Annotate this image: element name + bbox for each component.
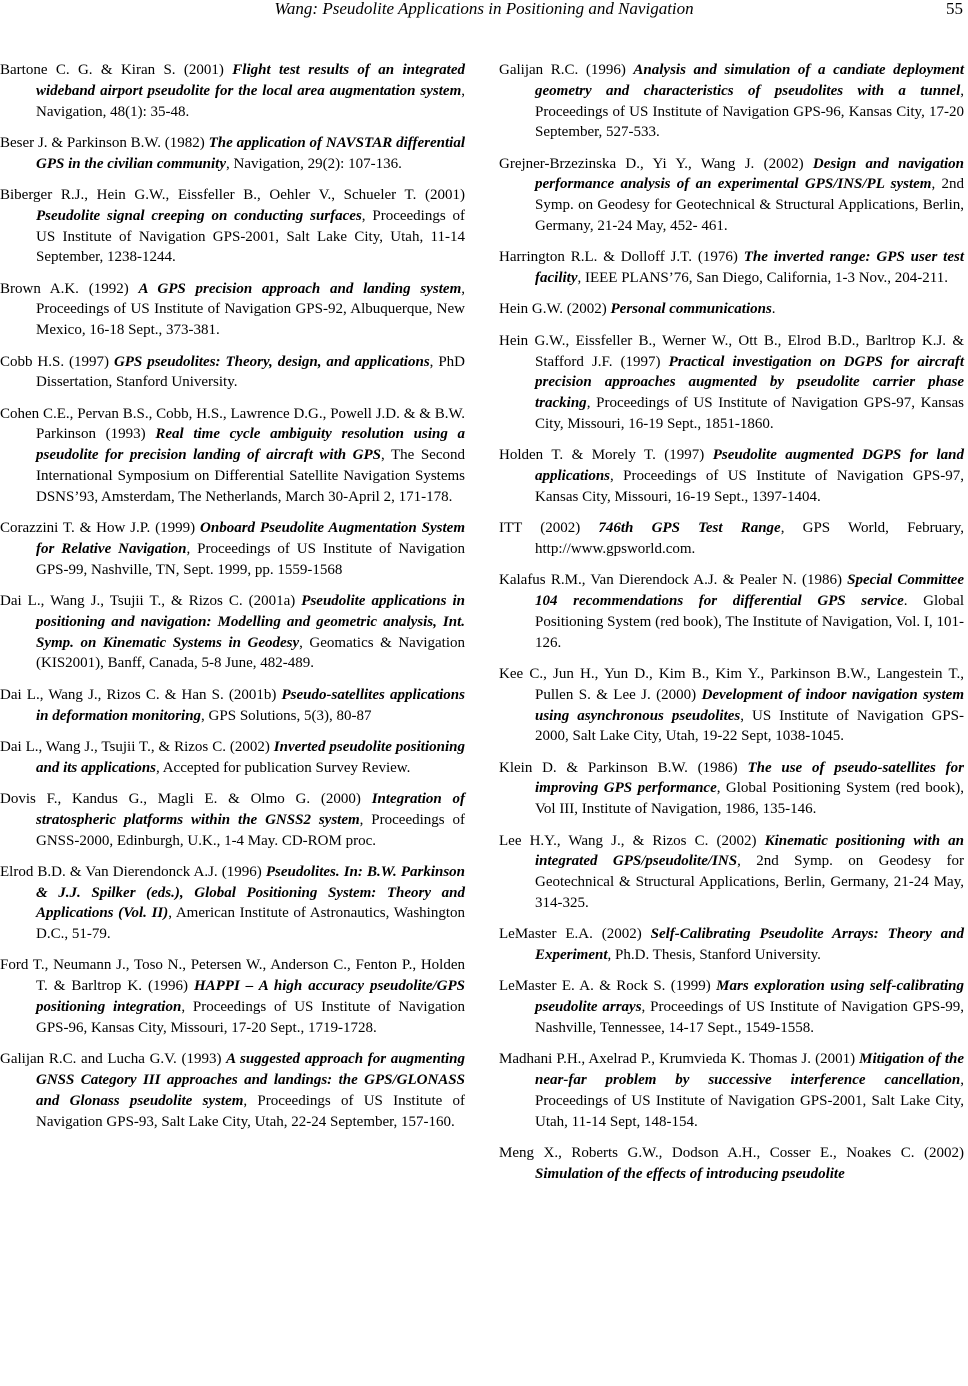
- reference-title: Real time cycle ambiguity resolution using a pseudolite for precision landing of aircraft with GPS: [36, 426, 465, 464]
- reference-source: , 2nd Symp. on Geodesy for Geotechnical & Structural Applications, Berlin, Germany, 21-24 May, 314-325.: [535, 853, 964, 911]
- reference-source: , American Institute of Astronautics, Washington D.C., 51-79.: [36, 905, 465, 943]
- reference-authors-year: Cobb H.S. (1997): [0, 353, 114, 370]
- reference-entry: [499, 331, 964, 435]
- reference-title: Integration of stratospheric platforms within the GNSS2 system: [36, 790, 465, 828]
- reference-entry: [0, 1049, 465, 1132]
- reference-entry: [499, 831, 964, 914]
- reference-authors-year: LeMaster E.A. (2002): [499, 926, 651, 943]
- reference-title: Analysis and simulation of a candiate deployment geometry and characteristics of pseudolites with a tunnel: [535, 62, 964, 99]
- reference-source: , Geomatics & Navigation (KIS2001), Banff, Canada, 5-8 June, 482-489.: [36, 634, 465, 672]
- reference-authors-year: Madhani P.H., Axelrad P., Krumvieda K. Thomas J. (2001): [499, 1051, 860, 1068]
- reference-title: Development of indoor navigation system using asynchronous pseudolites: [535, 686, 964, 724]
- reference-entry: [499, 60, 964, 143]
- reference-authors-year: Galijan R.C. (1996): [499, 62, 634, 78]
- reference-title: Pseudolites. In: B.W. Parkinson & J.J. Spilker (eds.), Global Positioning System: Theory and Applications (Vol. II): [36, 863, 466, 922]
- reference-authors-year: Kalafus R.M., Van Dierendock A.J. & Pealer N. (1986): [499, 572, 848, 589]
- reference-entry: [499, 445, 964, 507]
- reference-source: , Proceedings of US Institute of Navigation GPS-99, Nashville, Tennessee, 14-17 Sept., 1549-1558.: [535, 999, 964, 1036]
- reference-title: A suggested approach for augmenting GNSS Category III approaches and landings: the GPS/GLONASS and Glonass pseudolite system: [36, 1051, 465, 1109]
- reference-authors-year: Kee C., Jun H., Yun D., Kim B., Kim Y., Parkinson B.W., Langestein T., Pullen S. & Lee J. (2000): [499, 665, 964, 703]
- reference-title: Personal communications: [610, 301, 772, 318]
- reference-entry: [0, 518, 465, 580]
- reference-title: A GPS precision approach and landing system: [138, 280, 462, 297]
- reference-title: Simulation of the effects of introducing pseudolite: [535, 1165, 845, 1182]
- reference-entry: [499, 1049, 964, 1132]
- reference-entry: [0, 279, 465, 341]
- reference-entry: [0, 404, 465, 508]
- reference-entry: [0, 133, 465, 175]
- reference-source: , Proceedings of US Institute of Navigation GPS-92, Albuquerque, New Mexico, 16-18 Sept., 373-381.: [36, 280, 465, 339]
- reference-authors-year: Dai L., Wang J., Tsujii T., & Rizos C. (2002): [0, 738, 274, 755]
- reference-authors-year: Dai L., Wang J., Rizos C. & Han S. (2001b): [0, 686, 282, 703]
- reference-title: Pseudolite signal creeping on conducting surfaces: [36, 207, 362, 224]
- reference-authors-year: Brown A.K. (1992): [0, 280, 139, 297]
- reference-entry: [499, 664, 964, 747]
- reference-authors-year: ITT (2002): [499, 520, 599, 537]
- reference-title: The use of pseudo-satellites for improving GPS performance: [535, 759, 964, 797]
- reference-authors-year: Cohen C.E., Pervan B.S., Cobb, H.S., Lawrence D.G., Powell J.D. & & B.W. Parkinson (1993): [0, 405, 465, 443]
- reference-source: , Navigation, 48(1): 35-48.: [36, 82, 465, 120]
- reference-source: . Global Positioning System (red book), The Institute of Navigation, Vol. I, 101-126.: [535, 593, 965, 651]
- reference-source: , Proceedings of US Institute of Navigation GPS-97, Kansas City, Missouri, 16-19 Sept., 1851-1860.: [535, 395, 964, 432]
- reference-title: Inverted pseudolite positioning and its applications: [36, 738, 465, 776]
- reference-title: Pseudolite applications in positioning and navigation: Modelling and geometric analysis, Int. Symp. on Kinematic Systems in Geodesy: [36, 593, 465, 651]
- reference-source: , IEEE PLANS’76, San Diego, California, 1-3 Nov., 204-211.: [577, 270, 948, 287]
- reference-entry: [0, 591, 465, 674]
- reference-title: Special Committee 104 recommendations for differential GPS service: [535, 572, 964, 610]
- reference-title: The application of NAVSTAR differential GPS in the civilian community: [36, 134, 465, 172]
- reference-title: The inverted range: GPS user test facility: [535, 249, 964, 287]
- reference-source: , PhD Dissertation, Stanford University.: [36, 353, 465, 391]
- reference-source: , US Institute of Navigation GPS-2000, Salt Lake City, Utah, 19-22 Sept, 1038-1045.: [535, 707, 964, 745]
- reference-authors-year: Dai L., Wang J., Tsujii T., & Rizos C. (2001a): [0, 593, 302, 610]
- reference-entry: [0, 60, 465, 122]
- reference-source: , Proceedings of US Institute of Navigation GPS-99, Nashville, TN, Sept. 1999, pp. 1559-1568: [36, 540, 465, 578]
- reference-source: , Proceedings of US Institute of Navigation GPS-96, Kansas City, 17-20 September, 527-533.: [535, 82, 964, 141]
- page-header: [0, 0, 968, 22]
- reference-title: Self-Calibrating Pseudolite Arrays: Theory and Experiment: [535, 926, 964, 963]
- reference-authors-year: Bartone C. G. & Kiran S. (2001): [0, 62, 233, 78]
- reference-title: Pseudo-satellites applications in deformation monitoring: [36, 686, 465, 724]
- reference-source: , Proceedings of GNSS-2000, Edinburgh, U.K., 1-4 May. CD-ROM proc.: [36, 811, 466, 849]
- reference-entry: [0, 352, 465, 394]
- reference-title: Practical investigation on DGPS for aircraft precision approaches augmented by pseudolite carrier phase tracking: [535, 353, 964, 412]
- reference-entry: [499, 758, 964, 820]
- reference-source: , Proceedings of US Institute of Navigation GPS-2001, Salt Lake City, Utah, 11-14 Sept, 148-154.: [535, 1071, 964, 1130]
- reference-entry: [499, 1143, 964, 1185]
- reference-entry: [0, 789, 465, 851]
- reference-authors-year: Meng X., Roberts G.W., Dodson A.H., Cosser E., Noakes C. (2002): [499, 1144, 964, 1161]
- reference-entry: [499, 518, 964, 560]
- reference-entry: [499, 976, 964, 1038]
- reference-entry: [0, 685, 465, 727]
- reference-authors-year: Hein G.W. (2002): [499, 301, 611, 318]
- reference-source: , Ph.D. Thesis, Stanford University.: [607, 946, 821, 963]
- page-number: 55: [946, 0, 963, 18]
- reference-source: , Proceedings of US Institute of Navigation GPS-2001, Salt Lake City, Utah, 11-14 September, 1238-1244.: [36, 207, 466, 266]
- reference-title: Design and navigation performance analysis of an experimental GPS/INS/PL system: [535, 155, 964, 193]
- reference-title: 746th GPS Test Range: [598, 520, 781, 537]
- reference-entry: [0, 862, 465, 945]
- reference-entry: [499, 924, 964, 966]
- reference-authors-year: Beser J. & Parkinson B.W. (1982): [0, 134, 209, 151]
- reference-source: , Proceedings of US Institute of Navigation GPS-93, Salt Lake City, Utah, 22-24 September, 157-160.: [36, 1092, 465, 1130]
- references-left-column: [0, 60, 465, 1143]
- reference-authors-year: Biberger R.J., Hein G.W., Eissfeller B., Oehler V., Schueler T. (2001): [0, 186, 465, 203]
- reference-authors-year: Dovis F., Kandus G., Magli E. & Olmo G. (2000): [0, 790, 372, 807]
- reference-source: , Proceedings of US Institute of Navigation GPS-96, Kansas City, Missouri, 17-20 Sept., 1719-1728.: [36, 999, 466, 1036]
- reference-entry: [0, 955, 465, 1038]
- reference-source: , GPS Solutions, 5(3), 80-87: [201, 707, 372, 724]
- reference-title: GPS pseudolites: Theory, design, and applications: [113, 353, 430, 370]
- reference-source: , GPS World, February, http://www.gpsworld.com.: [535, 520, 964, 557]
- reference-source: .: [771, 301, 776, 318]
- reference-authors-year: Galijan R.C. and Lucha G.V. (1993): [0, 1051, 227, 1068]
- reference-authors-year: Lee H.Y., Wang J., & Rizos C. (2002): [499, 832, 765, 849]
- reference-authors-year: Elrod B.D. & Van Dierendonck A.J. (1996): [0, 863, 266, 880]
- reference-source: , Global Positioning System (red book), Vol III, Institute of Navigation, 1986, 135-146.: [535, 780, 964, 818]
- reference-authors-year: Grejner-Brzezinska D., Yi Y., Wang J. (2002): [499, 155, 813, 172]
- reference-authors-year: Ford T., Neumann J., Toso N., Petersen W., Anderson C., Fenton P., Holden T. & Barltrop K. (1996): [0, 957, 465, 995]
- reference-entry: [0, 737, 465, 779]
- running-title: Wang: Pseudolite Applications in Positioning and Navigation: [274, 0, 694, 18]
- reference-title: Mitigation of the near-far problem by successive interference cancellation: [535, 1051, 964, 1088]
- reference-entry: [499, 154, 964, 237]
- reference-entry: [499, 570, 964, 653]
- reference-authors-year: Corazzini T. & How J.P. (1999): [0, 520, 201, 537]
- reference-title: Onboard Pseudolite Augmentation System for Relative Navigation: [36, 520, 465, 557]
- reference-entry: [499, 299, 964, 320]
- reference-title: Kinematic positioning with an integrated GPS/pseudolite/INS: [535, 832, 964, 870]
- reference-source: , The Second International Symposium on Differential Satellite Navigation Systems DSNS’93, Amsterdam, The Netherlands, March 30-April 2, 171-178.: [36, 447, 465, 505]
- reference-title: Pseudolite augmented DGPS for land applications: [535, 447, 964, 485]
- reference-authors-year: Harrington R.L. & Dolloff J.T. (1976): [499, 249, 744, 266]
- reference-entry: [499, 247, 964, 289]
- reference-authors-year: LeMaster E. A. & Rock S. (1999): [499, 978, 717, 995]
- reference-source: , 2nd Symp. on Geodesy for Geotechnical & Structural Applications, Berlin, Germany, 21-24 May, 452- 461.: [535, 176, 964, 235]
- reference-source: , Navigation, 29(2): 107-136.: [226, 155, 402, 172]
- reference-title: Flight test results of an integrated wideband airport pseudolite for the local area augmentation system: [36, 62, 465, 99]
- reference-authors-year: Klein D. & Parkinson B.W. (1986): [499, 759, 748, 776]
- reference-authors-year: Hein G.W., Eissfeller B., Werner W., Ott B., Elrod B.D., Barltrop K.J. & Stafford J.F. (1997): [499, 332, 964, 370]
- reference-title: Mars exploration using self-calibrating pseudolite arrays: [535, 978, 964, 1016]
- references-right-column: [499, 60, 964, 1195]
- reference-authors-year: Holden T. & Morely T. (1997): [499, 447, 713, 464]
- reference-source: , Proceedings of US Institute of Navigation GPS-97, Kansas City, Missouri, 16-19 Sept., 1397-1404.: [535, 468, 964, 505]
- reference-title: HAPPI – A high accuracy pseudolite/GPS positioning integration: [36, 978, 465, 1016]
- reference-entry: [0, 185, 465, 268]
- reference-source: , Accepted for publication Survey Review.: [156, 759, 411, 776]
